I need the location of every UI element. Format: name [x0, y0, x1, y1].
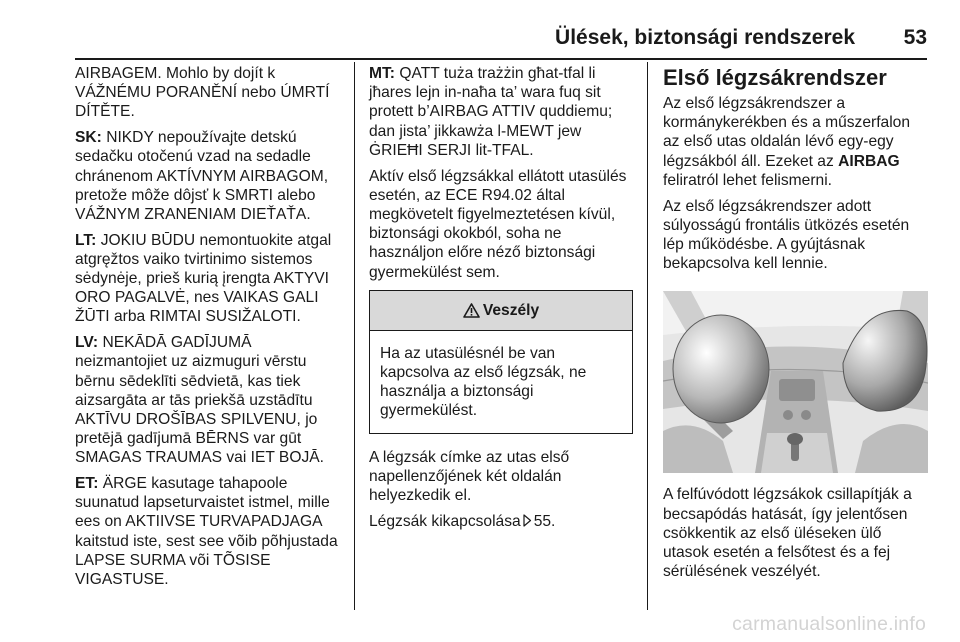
warning-triangle-icon [463, 303, 480, 318]
paragraph-label-location: A légzsák címke az utas első napellenzőjének két oldalán helyezkedik el. [369, 448, 570, 504]
section-heading: Első légzsákrendszer [663, 65, 887, 90]
language-label-lv: LV: [75, 334, 99, 352]
paragraph-et [75, 474, 347, 589]
warning-text: Ha az utasülésnél be van kapcsolva az első légzsák, ne használja a biztonsági gyermekülést. [380, 344, 587, 420]
paragraph-activation: Az első légzsákrendszer adott súlyosságú frontális ütközés esetén lép működésbe. A gyújtásnak bekapcsolva kell lennie. [663, 197, 910, 273]
warning-box [369, 290, 633, 434]
column-divider-right [647, 62, 648, 610]
paragraph-system-description [663, 94, 928, 190]
page-number: 53 [903, 26, 927, 49]
language-label-et: ET: [75, 475, 99, 493]
paragraph-forward-seat: Aktív első légzsákkal ellátott utasülés esetén, az ECE R94.02 által megkövetelt figyelmeztetésen kívül, biztonsági okokból, soha ne használjon előre néző biztonsági gyermekülést sem. [369, 167, 627, 281]
watermark: carmanualsonline.info [732, 613, 926, 635]
paragraph-lt [75, 231, 347, 327]
paragraph-lt-text: JOKIU BŪDU nemontuokite atgal atgręžtos vaiko tvirtinimo sistemos sėdynėje, prieš kurią įrengta AKTYVI ORO PAGALVĖ, nes VAIKAS GALI ŽŪTI arba RIMTAI SUSIŽALOTI. [75, 231, 332, 326]
warning-title: Veszély [482, 301, 540, 319]
paragraph-cs [75, 64, 347, 122]
paragraph-et-text: ÄRGE kasutage tahapoole suunatud lapseturvaistet istmel, mille ees on AKTIIVSE TURVAPADJAGA kaitstud iste, sest see võib põhjustada LAPSE SURMA või TÕSISE VIGASTUSE. [75, 475, 338, 589]
description-text-start: Az első légzsákrendszer a kormánykerékben és a műszerfalon az első utas oldalán lévő egy-egy légzsákból áll. Ezeket az [663, 95, 911, 170]
header-title: Ülések, biztonsági rendszerek [555, 26, 855, 49]
cross-reference-text: Légzsák kikapcsolása [369, 512, 521, 530]
warning-title-bar [370, 291, 632, 331]
paragraph-mt-text: QATT tuża trażżin għat-tfal li jħares lejn in-naħa ta’ wara fuq sit protett b’AIRBAG ATTIV quddiemu; dan jista’ jikkawża l-MEWT jew ĠRIEĦI SERJI lit-TFAL. [369, 65, 613, 159]
header-rule [75, 58, 927, 60]
page-header [75, 24, 927, 52]
description-text-end: feliratról lehet felismerni. [663, 171, 832, 189]
paragraph-lv [75, 333, 347, 467]
paragraph-mt [369, 64, 633, 160]
paragraph-sk-text: NIKDY nepoužívajte detskú sedačku otočenú vzad na sedadle chránenom AKTÍVNYM AIRBAGOM, pretože môže dôjsť k SMRTI alebo VÁŽNYM ZRANENIAM DIEŤAŤA. [75, 129, 329, 223]
page-reference-icon [523, 514, 532, 527]
paragraph-lv-text: NEKĀDĀ GADĪJUMĀ neizmantojiet uz aizmuguri vērstu bērnu sēdeklīti sēdvietā, kas tiek aizsargāta ar tās priekšā uzstādītu AKTĪVU DROŠĪBAS SPILVENU, jo pretējā gadījumā BĒRNS var gūt SMAGAS TRAUMAS vai IET BOJĀ. [75, 334, 324, 467]
left-column [75, 64, 347, 596]
right-column [663, 64, 928, 588]
language-label-mt: MT: [369, 65, 395, 82]
paragraph-sk [75, 128, 347, 224]
cross-reference [369, 512, 633, 531]
language-label-lt: LT: [75, 231, 97, 249]
column-divider-left [354, 62, 355, 610]
cross-reference-page[interactable]: 55. [533, 512, 556, 530]
language-label-sk: SK: [75, 129, 102, 147]
middle-column [369, 64, 633, 537]
front-airbags-illustration [663, 291, 928, 473]
paragraph-cs-text: AIRBAGEM. Mohlo by dojít k VÁŽNÉMU PORANĚNÍ nebo ÚMRTÍ DÍTĚTE. [75, 65, 330, 121]
airbag-label: AIRBAG [838, 152, 900, 170]
paragraph-protection: A felfúvódott légzsákok csillapítják a becsapódás hatását, így jelentősen csökkentik az első üléseken ülő utasok esetén a felsőtest és a fej sérülésének veszélyét. [663, 486, 912, 581]
